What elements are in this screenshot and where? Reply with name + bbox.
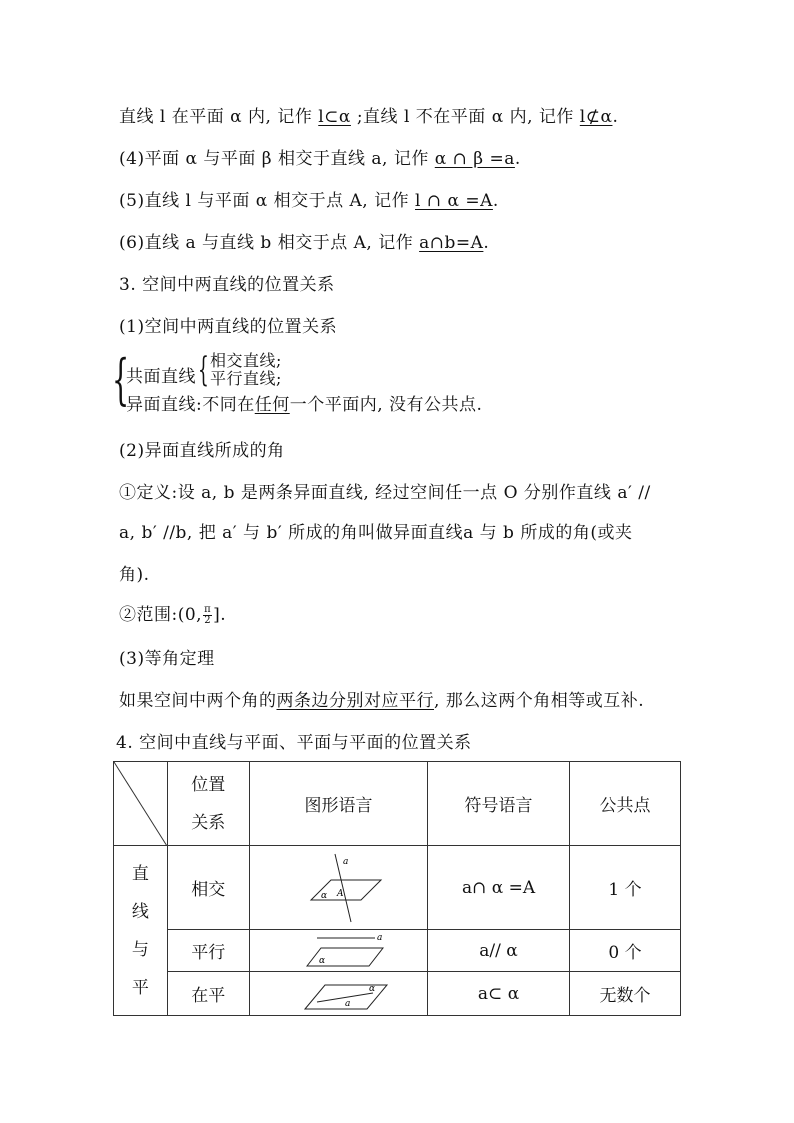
answer-blank: α ∩ β =a	[434, 149, 515, 169]
subheading-3-3: (3)等角定理	[119, 649, 215, 669]
header-relation	[167, 762, 249, 846]
label: α	[320, 890, 327, 901]
coplanar-label: 共面直线	[126, 367, 196, 387]
table-header-row	[114, 762, 681, 846]
relation-table	[113, 761, 681, 1016]
figure-cell	[249, 846, 427, 930]
text: ②范围:(0,	[119, 605, 203, 625]
text: ].	[213, 605, 227, 625]
text: (4)平面 α 与平面 β 相交于直线 a, 记作	[119, 149, 435, 169]
symbol-cell: a// α	[428, 930, 570, 972]
line-in-plane-notation	[119, 105, 618, 129]
group-cell	[114, 846, 168, 1016]
numerator: π	[204, 604, 212, 615]
denominator: 2	[204, 615, 212, 626]
inner-brace-icon: {	[198, 350, 209, 390]
group-char: 与	[131, 939, 149, 960]
answer-blank: l ∩ α =A	[415, 191, 493, 211]
answer-blank: a∩b=A	[419, 233, 484, 253]
symbol-cell: a⊂ α	[428, 972, 570, 1016]
line-intersects-plane-figure	[289, 850, 389, 926]
plane-plane-intersection	[119, 147, 521, 171]
label: α	[368, 983, 375, 994]
line-line-intersection	[119, 231, 489, 255]
answer-blank: l⊄α	[579, 107, 613, 127]
text: ;直线 l 不在平面 α 内, 记作	[350, 107, 580, 127]
text: 直线 l 在平面 α 内, 记作	[119, 107, 319, 127]
label: a	[376, 932, 382, 943]
common-cell: 0 个	[569, 930, 680, 972]
table-row	[114, 972, 681, 1016]
outer-brace-icon: {	[112, 348, 130, 411]
section-heading-3: 3. 空间中两直线的位置关系	[119, 275, 335, 295]
figure-cell	[249, 930, 427, 972]
group-char: 直	[131, 863, 149, 884]
diagonal-header-cell	[114, 762, 168, 846]
text: .	[514, 149, 521, 169]
relation-cell: 相交	[167, 846, 249, 930]
intersecting-lines: 相交直线;	[210, 351, 282, 370]
definition-line-1: ①定义:设 a, b 是两条异面直线, 经过空间任一点 O 分别作直线 a′ //	[119, 483, 651, 503]
pi-over-2-fraction	[203, 605, 212, 626]
common-cell: 无数个	[569, 972, 680, 1016]
relation-cell: 在平	[167, 972, 249, 1016]
group-char: 线	[131, 901, 149, 922]
text: , 那么这两个角相等或互补.	[434, 691, 645, 711]
common-cell: 1 个	[569, 846, 680, 930]
answer-blank: l⊂α	[318, 107, 351, 127]
table-row	[114, 846, 681, 930]
text: .	[492, 191, 499, 211]
subheading-3-2: (2)异面直线所成的角	[119, 441, 285, 461]
header-text: 关系	[191, 812, 226, 833]
symbol-cell: a∩ α =A	[428, 846, 570, 930]
text: .	[483, 233, 490, 253]
section-heading-4: 4. 空间中直线与平面、平面与平面的位置关系	[116, 733, 472, 753]
line-parallel-plane-figure	[289, 932, 389, 970]
text: .	[612, 107, 619, 127]
parallel-lines: 平行直线;	[210, 369, 282, 388]
skew-lines-definition	[126, 393, 482, 417]
header-text: 位置	[191, 774, 226, 795]
diagonal-line	[114, 762, 167, 846]
text: (5)直线 l 与平面 α 相交于点 A, 记作	[119, 191, 416, 211]
header-common: 公共点	[569, 762, 680, 846]
text: 一个平面内, 没有公共点.	[289, 395, 483, 415]
header-symbol: 符号语言	[428, 762, 570, 846]
table-row	[114, 930, 681, 972]
line-plane-intersection	[119, 189, 499, 213]
subheading-3-1: (1)空间中两直线的位置关系	[119, 317, 338, 337]
line-in-plane-figure	[289, 975, 389, 1013]
emphasis: 两条边分别对应平行	[276, 691, 434, 711]
label: a	[342, 856, 348, 867]
label: a	[344, 998, 350, 1009]
label: α	[318, 955, 325, 966]
figure-cell	[249, 972, 427, 1016]
relation-cell: 平行	[167, 930, 249, 972]
definition-line-2: a, b′ //b, 把 a′ 与 b′ 所成的角叫做异面直线a 与 b 所成的角(或夹	[119, 523, 633, 543]
header-figure: 图形语言	[249, 762, 427, 846]
angle-range	[119, 603, 226, 627]
text: 如果空间中两个角的	[119, 691, 277, 711]
text: (6)直线 a 与直线 b 相交于点 A, 记作	[119, 233, 420, 253]
definition-line-3: 角).	[119, 565, 150, 585]
label: A	[336, 888, 344, 899]
text: 异面直线:不同在	[126, 395, 255, 415]
equal-angle-theorem	[119, 689, 644, 713]
group-char: 平	[131, 977, 149, 998]
emphasis: 任何	[254, 395, 290, 415]
